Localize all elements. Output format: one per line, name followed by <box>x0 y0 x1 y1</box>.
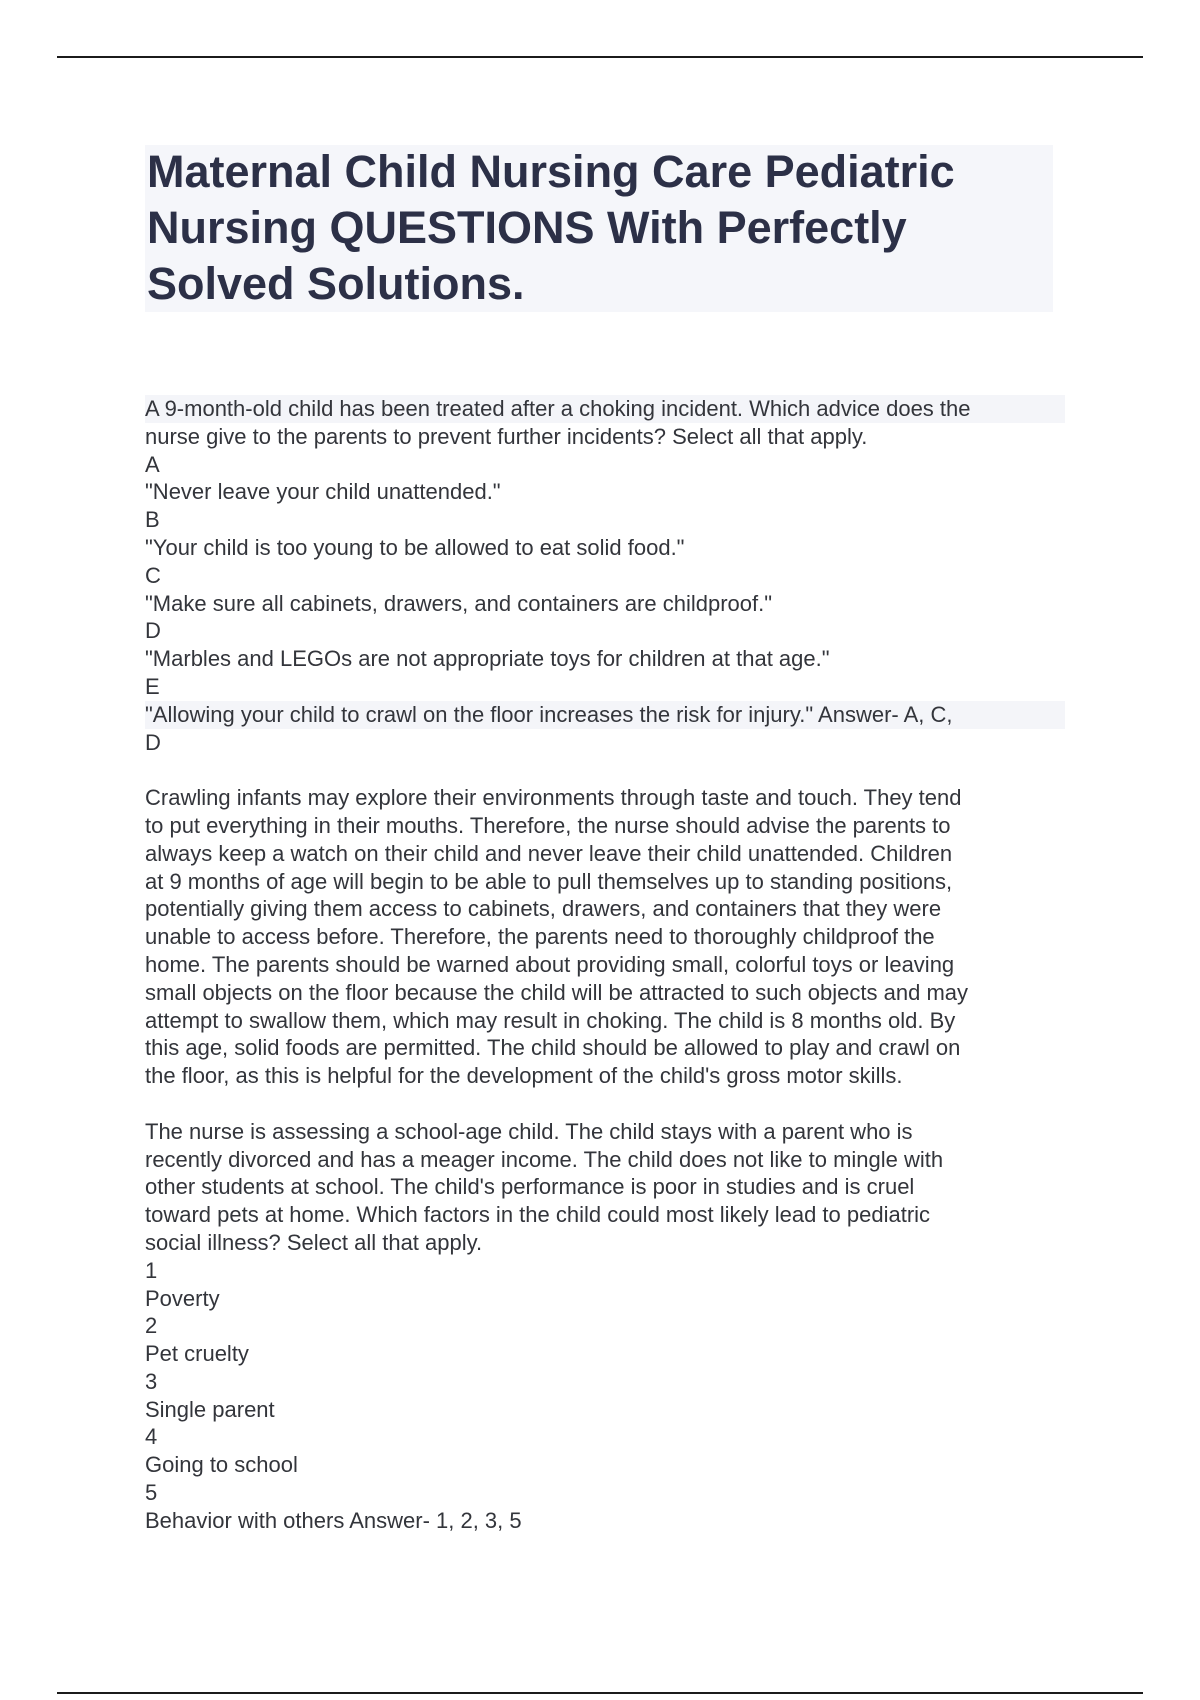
stem-line: social illness? Select all that apply. <box>145 1229 483 1255</box>
option-letter: A <box>145 451 160 477</box>
option-letter: D <box>145 618 161 644</box>
title-line: Maternal Child Nursing Care Pediatric <box>147 146 955 197</box>
title-line: Nursing QUESTIONS With Perfectly <box>147 202 907 253</box>
title-line: Solved Solutions. <box>147 258 525 309</box>
rationale-line: Crawling infants may explore their environments through taste and touch. They tend <box>145 785 962 811</box>
option-text: "Allowing your child to crawl on the floor increases the risk for injury." Answer- A, C, <box>145 701 1065 729</box>
option-letter: C <box>145 562 161 588</box>
stem-line: The nurse is assessing a school-age child. The child stays with a parent who is <box>145 1118 913 1144</box>
option-number: 5 <box>145 1480 158 1506</box>
question-1-stem <box>145 395 1065 451</box>
header-rule <box>57 56 1143 58</box>
option-text: "Your child is too young to be allowed to eat solid food." <box>145 534 685 560</box>
option-text: Going to school <box>145 1452 298 1478</box>
document-body <box>145 395 1065 1535</box>
answer-tail: D <box>145 729 161 755</box>
title-block <box>145 145 1053 312</box>
stem-line: nurse give to the parents to prevent further incidents? Select all that apply. <box>145 423 868 449</box>
document-title <box>145 144 1053 312</box>
rationale-line: home. The parents should be warned about providing small, colorful toys or leaving <box>145 951 955 977</box>
option-text: "Never leave your child unattended." <box>145 479 501 505</box>
rationale-line: attempt to swallow them, which may result in choking. The child is 8 months old. By <box>145 1007 956 1033</box>
rationale-line: to put everything in their mouths. Therefore, the nurse should advise the parents to <box>145 812 951 838</box>
option-text: "Make sure all cabinets, drawers, and containers are childproof." <box>145 590 773 616</box>
question-2 <box>145 1118 1065 1535</box>
stem-line: toward pets at home. Which factors in the child could most likely lead to pediatric <box>145 1202 931 1228</box>
rationale-line: this age, solid foods are permitted. The child should be allowed to play and crawl on <box>145 1035 961 1061</box>
option-letter: E <box>145 673 160 699</box>
option-text: Poverty <box>145 1285 220 1311</box>
stem-line: A 9-month-old child has been treated after a choking incident. Which advice does the <box>145 395 1065 423</box>
question-2-options <box>145 1257 1065 1535</box>
option-number: 3 <box>145 1368 158 1394</box>
question-1-rationale <box>145 784 1065 1090</box>
question-2-stem <box>145 1118 1065 1257</box>
option-text: "Marbles and LEGOs are not appropriate toys for children at that age." <box>145 646 830 672</box>
rationale-line: always keep a watch on their child and never leave their child unattended. Children <box>145 840 953 866</box>
option-number: 1 <box>145 1257 158 1283</box>
rationale-line: small objects on the floor because the child will be attracted to such objects and may <box>145 979 969 1005</box>
paragraph-gap <box>145 756 1065 784</box>
rationale-line: at 9 months of age will begin to be able to pull themselves up to standing positions, <box>145 868 953 894</box>
option-text: Single parent <box>145 1396 275 1422</box>
option-text: Behavior with others Answer- 1, 2, 3, 5 <box>145 1507 522 1533</box>
question-1-options <box>145 451 1065 757</box>
stem-line: recently divorced and has a meager income. The child does not like to mingle with <box>145 1146 944 1172</box>
option-text: Pet cruelty <box>145 1341 249 1367</box>
question-1 <box>145 395 1065 756</box>
rationale-line: potentially giving them access to cabinets, drawers, and containers that they were <box>145 896 942 922</box>
rationale-line: unable to access before. Therefore, the parents need to thoroughly childproof the <box>145 924 935 950</box>
rationale-line: the floor, as this is helpful for the development of the child's gross motor skills. <box>145 1063 903 1089</box>
option-number: 4 <box>145 1424 158 1450</box>
option-letter: B <box>145 507 160 533</box>
paragraph-gap <box>145 1090 1065 1118</box>
option-number: 2 <box>145 1313 158 1339</box>
footer-rule <box>57 1692 1143 1694</box>
stem-line: other students at school. The child's performance is poor in studies and is cruel <box>145 1174 915 1200</box>
